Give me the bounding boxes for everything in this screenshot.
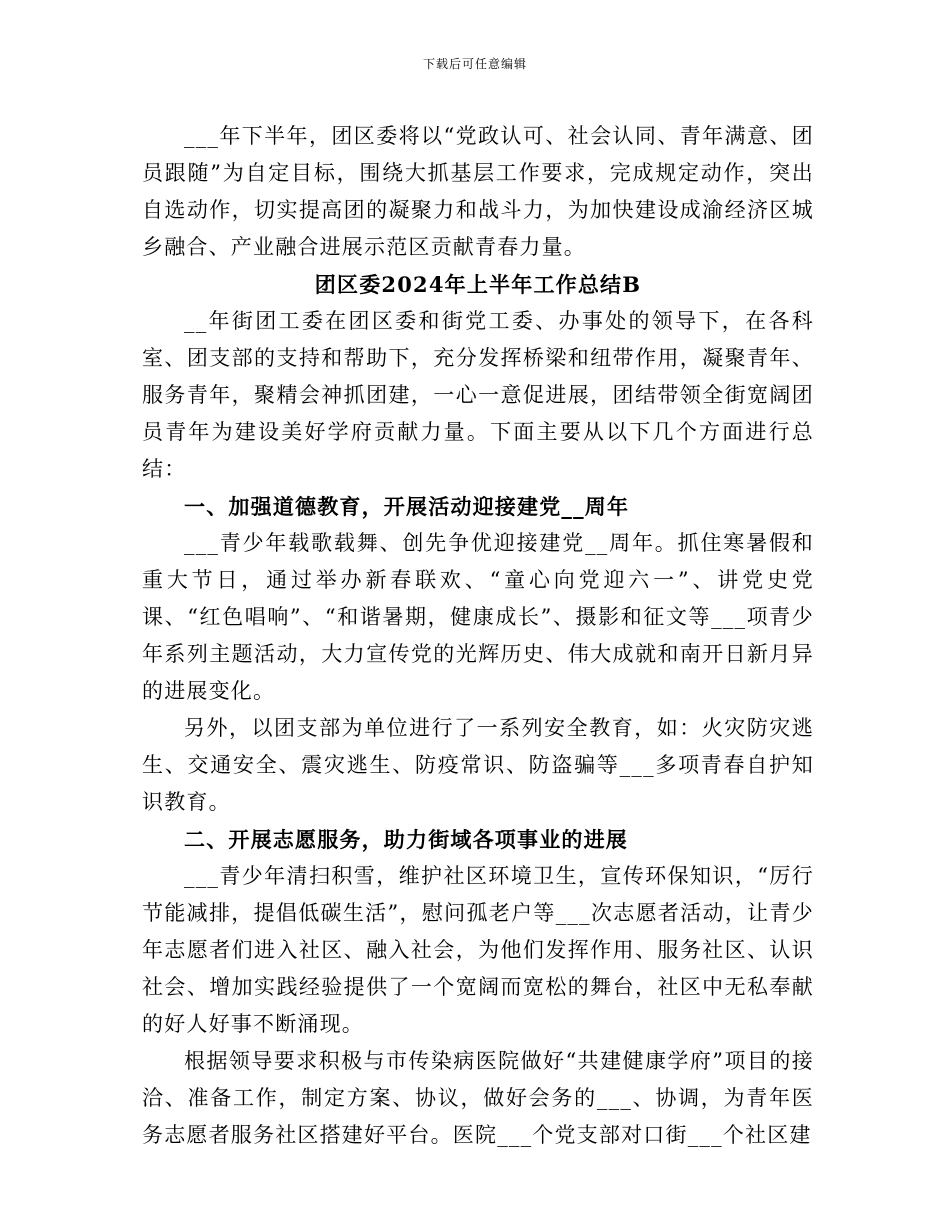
paragraph-hospital: 根据领导要求积极与市传染病医院做好“共建健康学府”项目的接洽、准备工作，制定方案、协议，做好会务的___、协调，为青年医务志愿者服务社区搭建好平台。医院___个党支部对口街___个社区建	[142, 1049, 814, 1147]
paragraph-activities: ___青少年载歌载舞、创先争优迎接建党__周年。抓住寒暑假和重大节日，通过举办新春联欢、“童心向党迎六一”、讲党史党课、“红色唱响”、“和谐暑期，健康成长”、摄影和征文等___项青少年系列主题活动，大力宣传党的光辉历史、伟大成就和南开日新月异的进展变化。	[142, 531, 814, 703]
paragraph-safety: 另外，以团支部为单位进行了一系列安全教育，如：火灾防灾逃生、交通安全、震灾逃生、防疫常识、防盗骗等___多项青春自护知识教育。	[142, 716, 814, 814]
paragraph-intro: ___年下半年，团区委将以“党政认可、社会认同、青年满意、团员跟随”为自定目标，围绕大抓基层工作要求，完成规定动作，突出自选动作，切实提高团的凝聚力和战斗力，为加快建设成渝经济区城乡融合、产业融合进展示范区贡献青春力量。	[142, 124, 814, 259]
paragraph-volunteer: ___青少年清扫积雪，维护社区环境卫生，宣传环保知识，“厉行节能减排，提倡低碳生活”，慰问孤老户等___次志愿者活动，让青少年志愿者们进入社区、融入社会，为他们发挥作用、服务社区、认识社会、增加实践经验提供了一个宽阔而宽松的舞台，社区中无私奉献的好人好事不断涌现。	[142, 864, 814, 1036]
paragraph-overview: __年街团工委在团区委和街党工委、办事处的领导下，在各科室、团支部的支持和帮助下，充分发挥桥梁和纽带作用，凝聚青年、服务青年，聚精会神抓团建，一心一意促进展，团结带领全街宽阔团员青年为建设美好学府贡献力量。下面主要从以下几个方面进行总结：	[142, 309, 814, 481]
page-header: 下载后可任意编辑	[422, 57, 527, 71]
heading-2: 二、开展志愿服务，助力街域各项事业的进展	[184, 827, 628, 852]
heading-1: 一、加强道德教育，开展活动迎接建党__周年	[184, 494, 630, 519]
section-title: 团区委2024年上半年工作总结B	[314, 272, 642, 297]
document-body	[142, 118, 814, 1154]
